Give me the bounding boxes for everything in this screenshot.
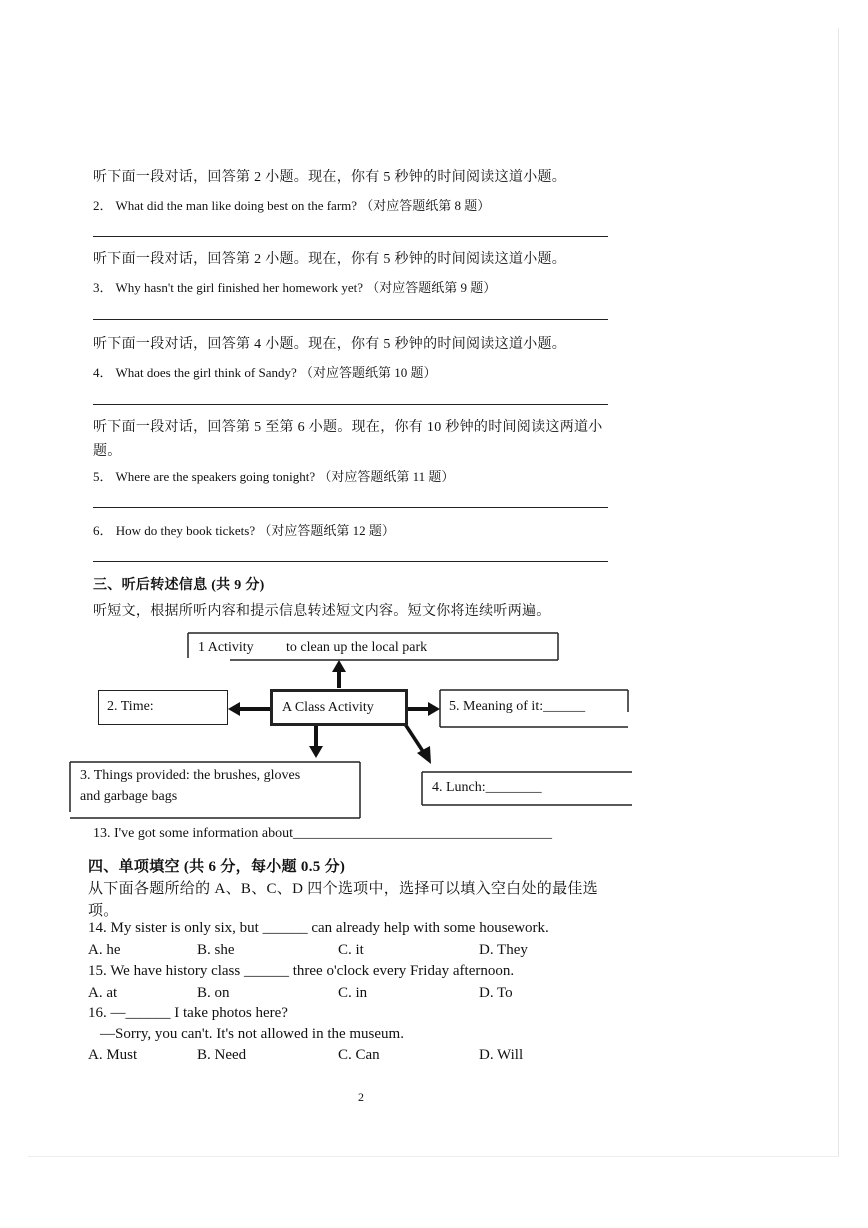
q5-question: 5． Where are the speakers going tonight? （对应答题纸第 11 题） xyxy=(93,469,455,484)
q15-option-b[interactable]: B. on xyxy=(197,985,230,1001)
q4-question: 4． What does the girl think of Sandy? （对应答题纸第 10 题） xyxy=(93,365,437,380)
q15-option-a[interactable]: A. at xyxy=(88,985,118,1001)
q14-stem: 14. My sister is only six, but ______ can already help with some housework. xyxy=(88,920,549,936)
q16-option-a[interactable]: A. Must xyxy=(88,1047,138,1063)
q56-intro-line2: 题。 xyxy=(93,444,122,459)
q14-option-d[interactable]: D. They xyxy=(479,942,528,958)
section4-instruction-line1: 从下面各题所给的 A、B、C、D 四个选项中，选择可以填入空白处的最佳选 xyxy=(88,881,598,897)
section3-heading: 三、听后转述信息 (共 9 分) xyxy=(93,578,265,593)
q14-option-a[interactable]: A. he xyxy=(88,942,121,958)
q16-option-d[interactable]: D. Will xyxy=(479,1047,524,1063)
section3-instruction: 听短文，根据所听内容和提示信息转述短文内容。短文你将连续听两遍。 xyxy=(93,604,551,619)
q16-stem: 16. —______ I take photos here? xyxy=(88,1005,288,1021)
box1-text: to clean up the local park xyxy=(286,640,428,655)
page-number: 2 xyxy=(358,1090,364,1104)
q2-question: 2． What did the man like doing best on the farm? （对应答题纸第 8 题） xyxy=(93,198,491,213)
box1-label: 1 Activity xyxy=(198,640,254,655)
q16-option-c[interactable]: C. Can xyxy=(338,1047,380,1063)
section4-heading: 四、单项填空 (共 6 分，每小题 0.5 分) xyxy=(88,859,346,875)
q15-option-d[interactable]: D. To xyxy=(479,985,513,1001)
q16-option-b[interactable]: B. Need xyxy=(197,1047,247,1063)
things-line1: 3. Things provided: the brushes, gloves xyxy=(80,768,301,783)
q16-reply: —Sorry, you can't. It's not allowed in the museum. xyxy=(100,1026,404,1042)
q14-option-c[interactable]: C. it xyxy=(338,942,364,958)
q14-option-b[interactable]: B. she xyxy=(197,942,235,958)
q15-stem: 15. We have history class ______ three o'clock every Friday afternoon. xyxy=(88,963,515,979)
q15-option-c[interactable]: C. in xyxy=(338,985,368,1001)
time-label: 2. Time: xyxy=(107,699,154,714)
q3-question: 3． Why hasn't the girl finished her homework yet? （对应答题纸第 9 题） xyxy=(93,280,497,295)
lunch-label: 4. Lunch:________ xyxy=(432,780,542,795)
q6-question: 6． How do they book tickets? （对应答题纸第 12 题） xyxy=(93,523,395,538)
center-label: A Class Activity xyxy=(282,700,374,715)
things-line2: and garbage bags xyxy=(80,789,178,804)
time-box[interactable] xyxy=(98,690,228,725)
q3-intro: 听下面一段对话，回答第 2 小题。现在，你有 5 秒钟的时间阅读这道小题。 xyxy=(93,252,567,267)
q4-intro: 听下面一段对话，回答第 4 小题。现在，你有 5 秒钟的时间阅读这道小题。 xyxy=(93,337,567,352)
q56-intro-line1: 听下面一段对话，回答第 5 至第 6 小题。现在，你有 10 秒钟的时间阅读这两道小 xyxy=(93,420,603,435)
section4-instruction-line2: 项。 xyxy=(88,903,119,919)
center-box xyxy=(270,689,408,726)
meaning-label: 5. Meaning of it:______ xyxy=(449,699,586,714)
q13-line: 13. I've got some information about_____________________________________ xyxy=(93,826,553,841)
q2-intro: 听下面一段对话，回答第 2 小题。现在，你有 5 秒钟的时间阅读这道小题。 xyxy=(93,170,567,185)
